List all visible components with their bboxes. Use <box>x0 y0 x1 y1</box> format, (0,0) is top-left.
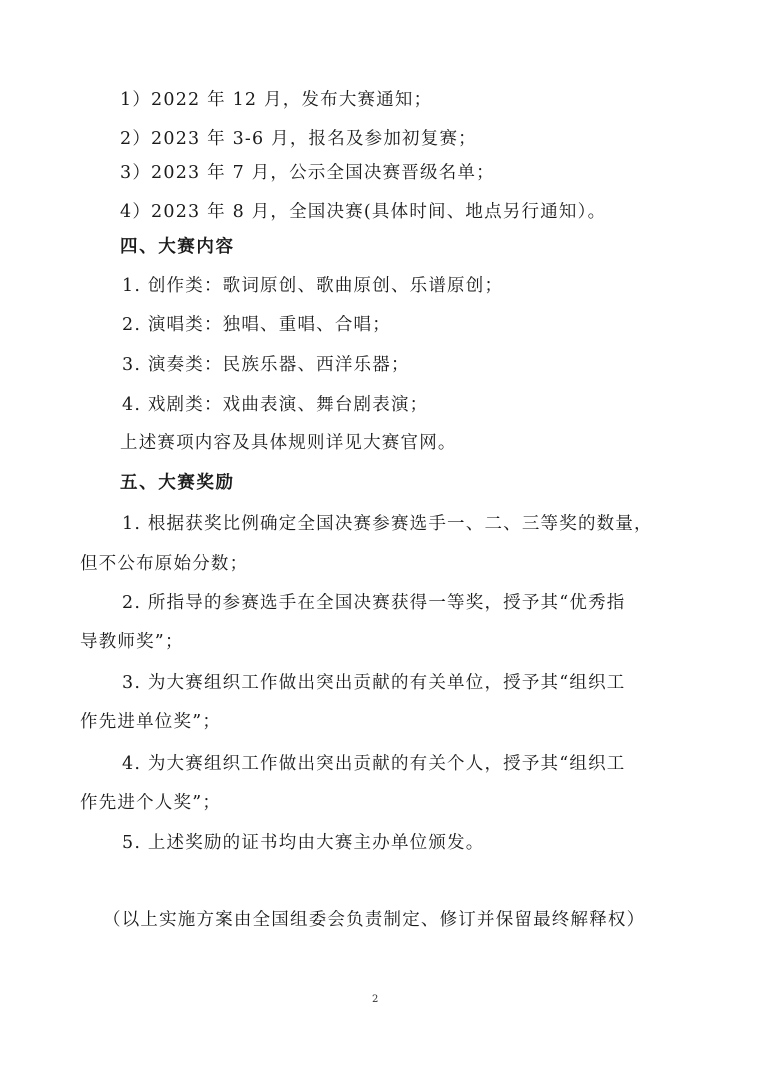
section-heading-content: 四、大赛内容 <box>120 237 235 257</box>
award-item-1-line-2: 但不公布原始分数； <box>80 554 249 574</box>
schedule-item-4: 4）2023 年 8 月，全国决赛(具体时间、地点另行通知）。 <box>120 202 607 222</box>
content-item-3: 3. 演奏类：民族乐器、西洋乐器； <box>122 355 410 375</box>
schedule-item-1: 1）2022 年 12 月，发布大赛通知； <box>120 90 433 110</box>
award-item-5: 5. 上述奖励的证书均由大赛主办单位颁发。 <box>122 833 485 853</box>
award-item-3-line-2: 作先进单位奖”； <box>80 712 222 732</box>
section-heading-awards: 五、大赛奖励 <box>120 473 235 493</box>
award-item-1-line-1: 1. 根据获奖比例确定全国决赛参赛选手一、二、三等奖的数量， <box>122 514 653 534</box>
content-item-1: 1. 创作类：歌词原创、歌曲原创、乐谱原创； <box>122 276 504 296</box>
page-number: 2 <box>372 994 379 1005</box>
award-item-4-line-1: 4. 为大赛组织工作做出突出贡献的有关个人，授予其“组织工 <box>122 754 626 774</box>
content-item-2: 2. 演唱类：独唱、重唱、合唱； <box>122 315 391 335</box>
content-note: 上述赛项内容及具体规则详见大赛官网。 <box>120 433 457 453</box>
award-item-2-line-1: 2. 所指导的参赛选手在全国决赛获得一等奖，授予其“优秀指 <box>122 593 626 613</box>
award-item-3-line-1: 3. 为大赛组织工作做出突出贡献的有关单位，授予其“组织工 <box>122 673 626 693</box>
schedule-item-3: 3）2023 年 7 月，公示全国决赛晋级名单； <box>120 163 495 183</box>
content-item-4: 4. 戏剧类：戏曲表演、舞台剧表演； <box>122 395 429 415</box>
award-item-4-line-2: 作先进个人奖”； <box>80 793 222 813</box>
award-item-2-line-2: 导教师奖”； <box>80 632 184 652</box>
closing-note: （以上实施方案由全国组委会负责制定、修订并保留最终解释权） <box>103 910 646 930</box>
schedule-item-2: 2）2023 年 3-6 月，报名及参加初复赛； <box>120 129 477 149</box>
